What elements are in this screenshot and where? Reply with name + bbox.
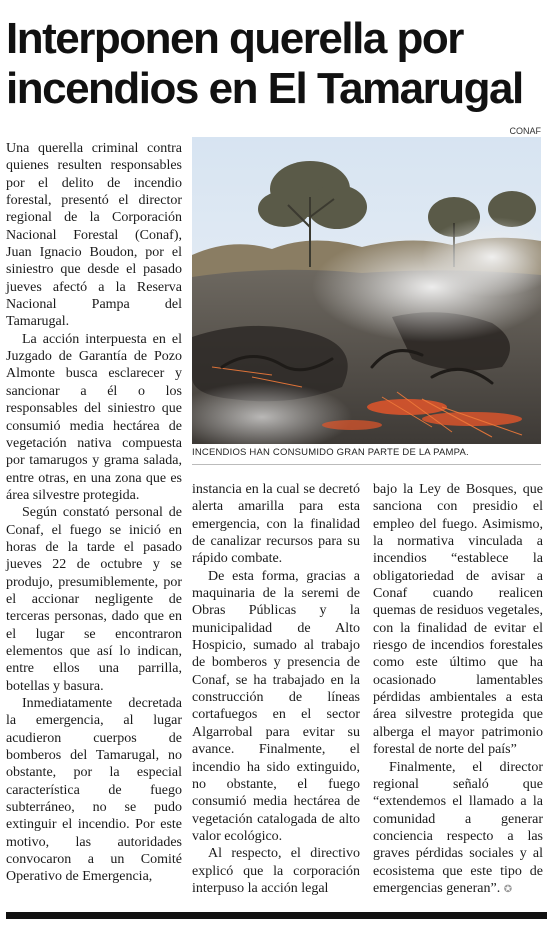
paragraph: Al respecto, el directivo explicó que la corporación interpuso la acción legal (192, 846, 360, 896)
article-column-1 (6, 140, 182, 886)
paragraph: De esta forma, gracias a maquinaria de la seremi de Obras Públicas y la municipalidad de Alto Hospicio, sumado al trabajo de bomberos y presencia de Conaf, se ha trabajado en la construcción de líneas cortafuegos en el sector Algarrobal para evitar su avance. Finalmente, el incendio ha sido extinguido, no obstante, el fuego consumió media hectárea de vegetación catalogada de alto valor ecológico. (192, 568, 360, 844)
paragraph-with-end-mark (373, 759, 543, 899)
paragraph: instancia en la cual se decretó alerta amarilla para esta emergencia, con la finalidad de canalizar recursos para su rápido combate. (192, 482, 360, 567)
article-photo (192, 137, 541, 444)
photo-caption: INCENDIOS HAN CONSUMIDO GRAN PARTE DE LA PAMPA. (192, 447, 469, 458)
fire-scene-illustration (192, 137, 541, 444)
end-of-article-icon: ✪ (503, 883, 513, 895)
caption-divider (192, 464, 541, 465)
paragraph: Inmediatamente decretada la emergencia, al lugar acudieron cuerpos de bomberos del Tamarugal, no obstante, por la especial característica de fuego subterráneo, no se pudo extinguir el incendio. Por este motivo, las autoridades convocaron a un Comité Operativo de Emergencia, (6, 696, 182, 885)
article-headline: Interponen querella por incendios en El Tamarugal (6, 14, 523, 113)
article-column-2 (192, 481, 360, 897)
paragraph: Según constató personal de Conaf, el fuego se inició en horas de la tarde el pasado jueves 22 de octubre y se produjo, presumiblemente, por el accionar negligente de terceras personas, dado que en el lugar se encontraron elementos que así lo indican, entre ellos una parrilla, botellas y basura. (6, 505, 182, 694)
paragraph: bajo la Ley de Bosques, que sanciona con presidio el empleo del fuego. Asimismo, la normativa vinculada a incendios “establece la obligatoriedad de avisar a Conaf cuando realicen quemas de residuos vegetales, con la finalidad de evitar el riesgo de incendios forestales como este último que ha ocasionado lamentables pérdidas ambientales a esta área silvestre protegida que alberga el mayor patrimonio forestal de norte del país” (373, 482, 543, 758)
bottom-rule (6, 912, 547, 919)
article-column-3 (373, 481, 543, 898)
paragraph: Finalmente, el director regional señaló que “extendemos el llamado a la comunidad a generar conciencia respecto a las graves pérdidas sociales y al ecosistema que este tipo de emergencias generan”. (373, 759, 543, 896)
paragraph: La acción interpuesta en el Juzgado de Garantía de Pozo Almonte busca esclarecer y sancionar a él o los responsables del siniestro que consumió media hectárea de vegetación nativa compuesta por tamarugos y grama salada, entre otras, en una zona que es área silvestre protegida. (6, 331, 182, 503)
paragraph: Una querella criminal contra quienes resulten responsables por el delito de incendio forestal, presentó el director regional de la Corporación Nacional Forestal (Conaf), Juan Ignacio Boudon, por el siniestro que desde el pasado jueves afectó a la Reserva Nacional Pampa del Tamarugal. (6, 141, 182, 330)
photo-credit: CONAF (509, 126, 541, 136)
